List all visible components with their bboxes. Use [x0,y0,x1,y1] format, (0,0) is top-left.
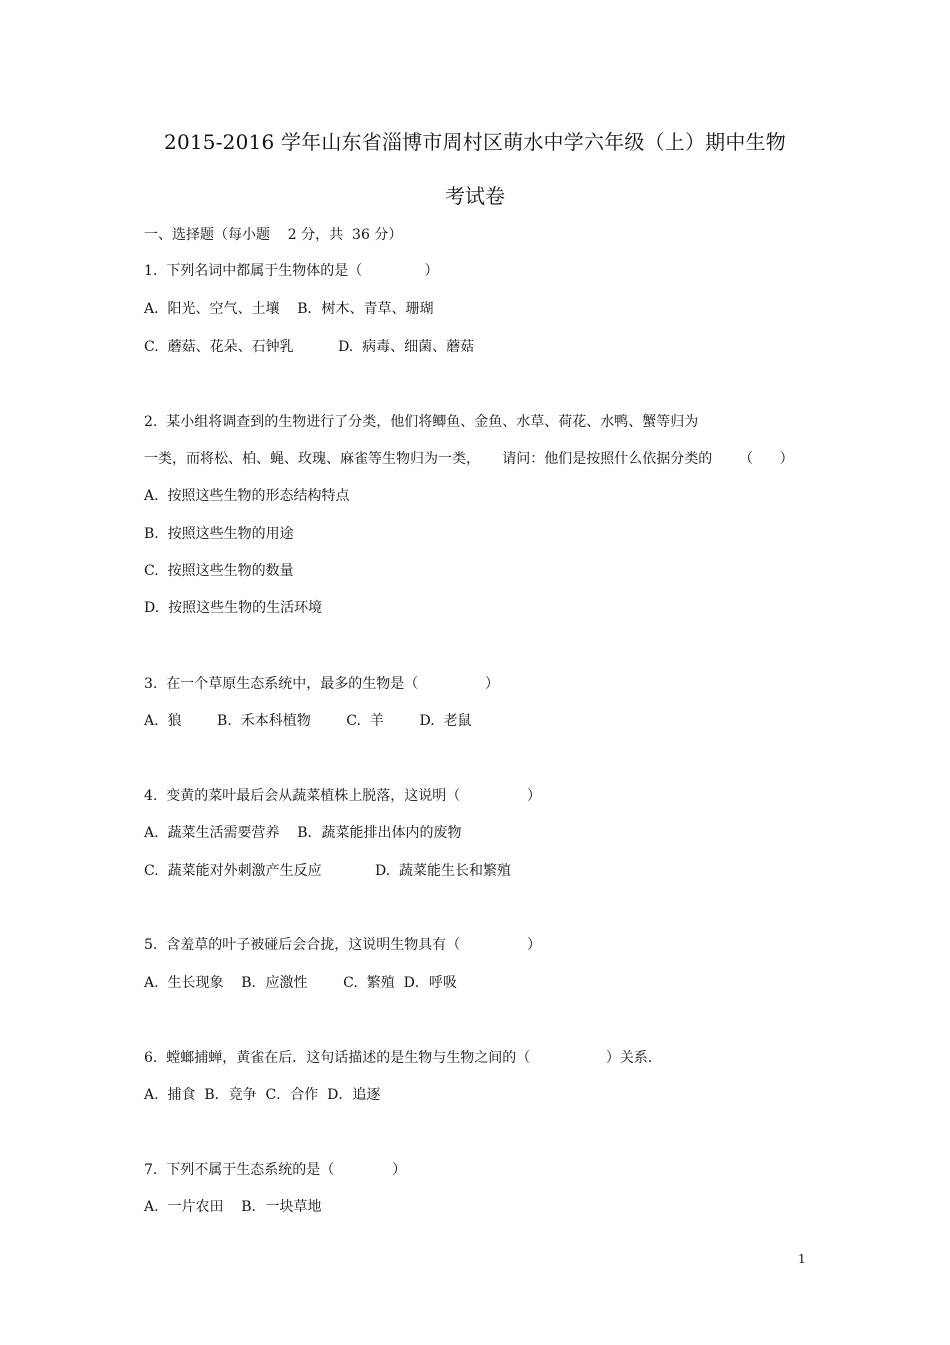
question-2-option-b: B. 按照这些生物的用途 [144,526,294,542]
question-2-option-d: D. 按照这些生物的生活环境 [144,600,323,616]
question-2-stem-line2: 一类，而将松、柏、蝇、玫瑰、麻雀等生物归为一类， 请问：他们是按照什么依据分类的 （ ） [144,451,794,467]
question-4-options-row1: A. 蔬菜生活需要营养 B．蔬菜能排出体内的废物 [144,825,462,841]
question-3-options: A. 狼 B. 禾本科植物 C. 羊 D. 老鼠 [144,713,472,729]
page-number: 1 [798,1252,806,1266]
question-4-stem: 4. 变黄的菜叶最后会从蔬菜植株上脱落，这说明（ ） [144,788,542,804]
question-7-options: A. 一片农田 B．一块草地 [144,1199,322,1215]
question-4-options-row2: C. 蔬菜能对外刺激产生反应 D. 蔬菜能生长和繁殖 [144,863,512,879]
question-5-options: A. 生长现象 B．应激性 C. 繁殖 D．呼吸 [144,975,457,991]
question-3-stem: 3. 在一个草原生态系统中，最多的生物是（ ） [144,676,500,692]
exam-title-line2: 考试卷 [445,184,505,208]
exam-title-line1: 2015-2016 学年山东省淄博市周村区萌水中学六年级（上）期中生物 [164,130,786,154]
question-5-stem: 5. 含羞草的叶子被碰后会合拢，这说明生物具有（ ） [144,937,542,953]
question-2-stem-line1: 2. 某小组将调查到的生物进行了分类，他们将鲫鱼、金鱼、水草、荷花、水鸭、蟹等归为 [144,414,699,430]
section-heading: 一、选择题（每小题 2 分，共 36 分） [144,227,403,243]
question-2-option-a: A. 按照这些生物的形态结构特点 [144,488,350,504]
question-7-stem: 7. 下列不属于生态系统的是（ ） [144,1162,407,1178]
question-1-stem: 1. 下列名词中都属于生物体的是（ ） [144,263,439,279]
question-6-stem: 6. 螳螂捕蝉，黄雀在后．这句话描述的是生物与生物之间的（ ）关系． [144,1050,662,1066]
question-1-options-row2: C. 蘑菇、花朵、石钟乳 D. 病毒、细菌、蘑菇 [144,339,475,355]
question-1-options-row1: A. 阳光、空气、土壤 B．树木、青草、珊瑚 [144,301,434,317]
question-2-option-c: C. 按照这些生物的数量 [144,563,294,579]
question-6-options: A. 捕食 B．竞争 C．合作 D．追逐 [144,1087,381,1103]
